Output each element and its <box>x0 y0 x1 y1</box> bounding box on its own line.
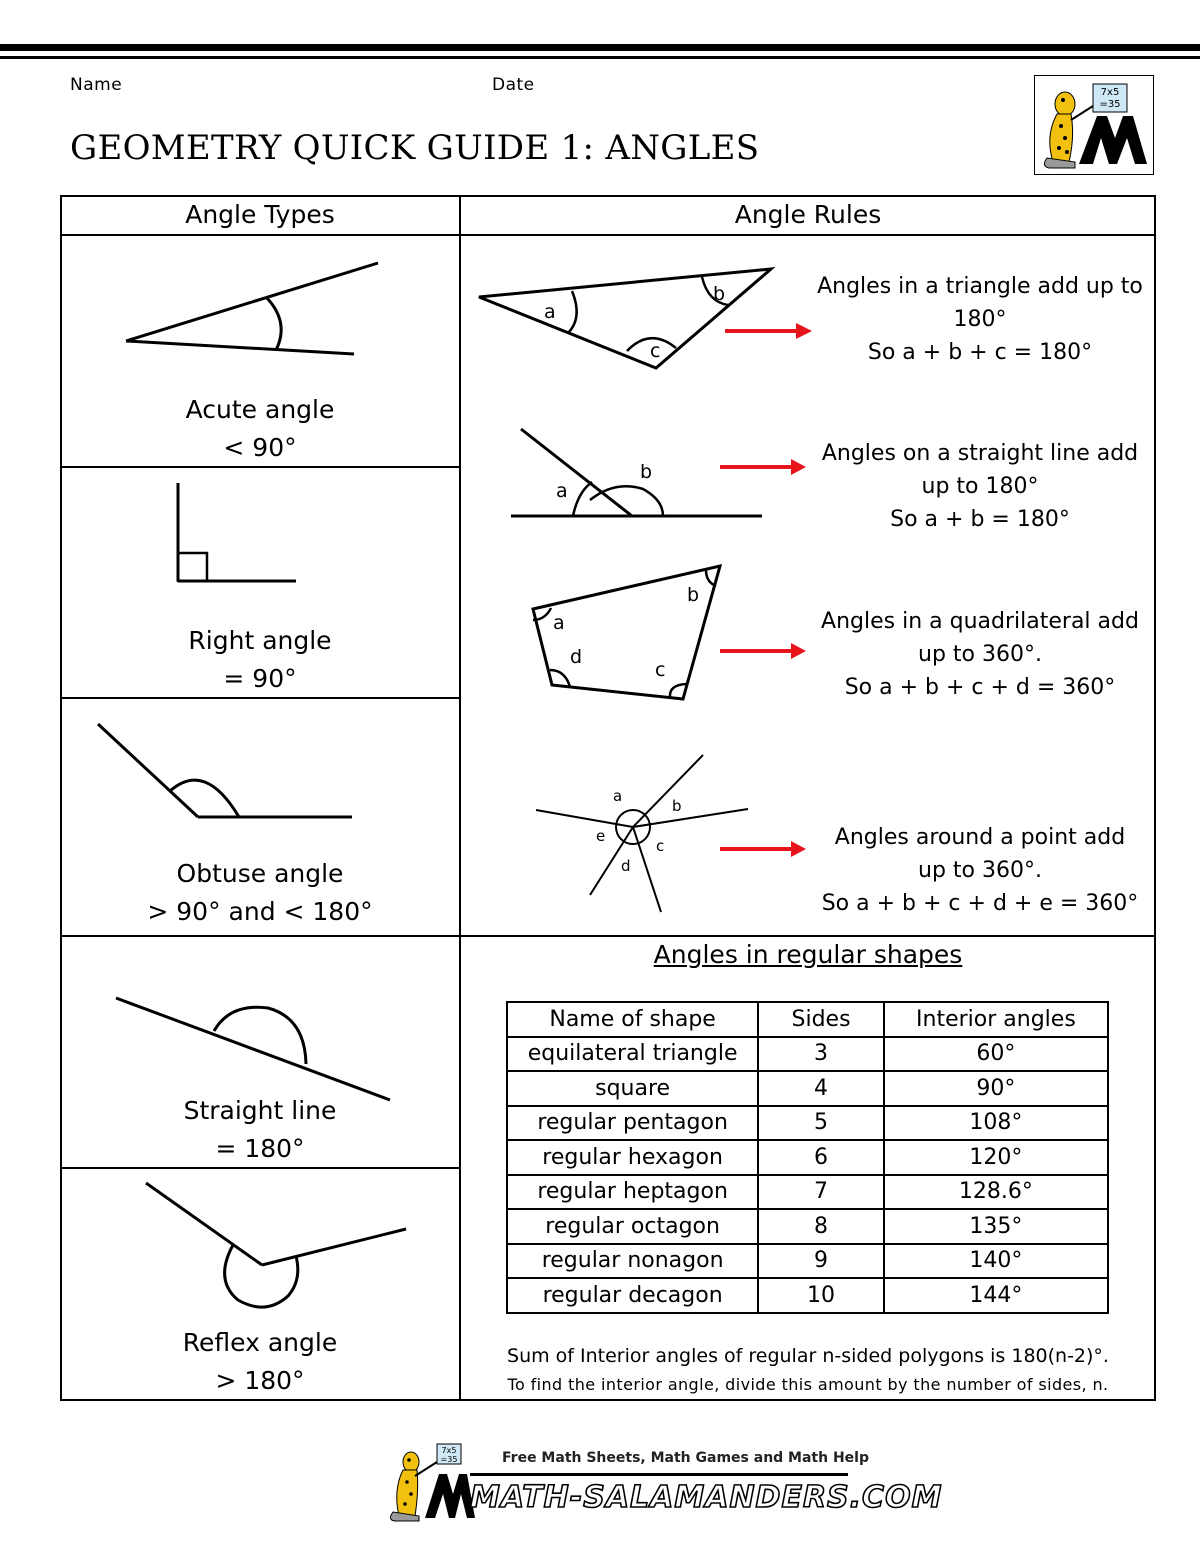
angle-rules-header: Angle Rules <box>734 200 882 229</box>
straight-line-diagram <box>116 998 390 1100</box>
column-header: Sides <box>758 1002 884 1037</box>
straight-line-rule-diagram <box>511 429 762 516</box>
shape-name: regular heptagon <box>507 1175 758 1210</box>
shape-angle: 140° <box>884 1244 1108 1279</box>
right-rule: = 90° <box>223 664 297 693</box>
right-angle-diagram <box>178 483 296 581</box>
footer-tagline: Free Math Sheets, Math Games and Math Help <box>502 1450 870 1466</box>
line-label-b: b <box>640 461 653 483</box>
right-name: Right angle <box>188 626 332 655</box>
acute-rule: < 90° <box>223 433 297 462</box>
pt-label-d: d <box>621 857 631 875</box>
pt-label-c: c <box>656 837 665 855</box>
regular-shapes-title: Angles in regular shapes <box>653 940 963 969</box>
footer-divider <box>470 1473 848 1476</box>
reflex-rule: > 180° <box>215 1366 305 1395</box>
tri-label-b: b <box>713 283 726 305</box>
table-row <box>507 1106 1108 1141</box>
table-row <box>507 1209 1108 1244</box>
footer-brand: MATH-SALAMANDERS.COM <box>470 1480 943 1515</box>
rule-straight-line2: up to 180° <box>921 474 1039 499</box>
shape-sides: 8 <box>758 1209 884 1244</box>
shape-sides: 3 <box>758 1037 884 1072</box>
shape-sides: 9 <box>758 1244 884 1279</box>
shape-angle: 60° <box>884 1037 1108 1072</box>
quad-label-c: c <box>655 659 666 681</box>
around-point-diagram <box>536 755 748 912</box>
shape-name: regular pentagon <box>507 1106 758 1141</box>
tri-label-c: c <box>650 340 661 362</box>
line-label-a: a <box>556 480 568 502</box>
regular-shapes-table <box>506 1001 1109 1314</box>
footer-salamander-logo-icon <box>385 1440 475 1522</box>
shape-angle: 90° <box>884 1071 1108 1106</box>
logo-badge-line2: =35 <box>1099 99 1121 110</box>
straight-rule: = 180° <box>215 1134 305 1163</box>
footer-badge-line1: 7x5 <box>441 1446 457 1455</box>
logo-badge-line1: 7x5 <box>1100 87 1120 98</box>
rule-point-line3: So a + b + c + d + e = 360° <box>821 891 1139 916</box>
divide-note: To find the interior angle, divide this amount by the number of sides, n. <box>507 1375 1109 1394</box>
reflex-name: Reflex angle <box>182 1328 338 1357</box>
shape-sides: 10 <box>758 1278 884 1313</box>
shape-name: regular octagon <box>507 1209 758 1244</box>
table-row <box>507 1244 1108 1279</box>
shape-name: regular nonagon <box>507 1244 758 1279</box>
quad-label-d: d <box>570 646 583 668</box>
table-row <box>507 1037 1108 1072</box>
quad-label-b: b <box>687 584 700 606</box>
shape-name: square <box>507 1071 758 1106</box>
shape-angle: 128.6° <box>884 1175 1108 1210</box>
acute-name: Acute angle <box>185 395 335 424</box>
shape-name: regular decagon <box>507 1278 758 1313</box>
arrow-icons <box>720 323 812 857</box>
quad-label-a: a <box>553 612 565 634</box>
pt-label-a: a <box>613 787 623 805</box>
rule-straight-line1: Angles on a straight line add <box>821 441 1139 466</box>
acute-angle-diagram <box>126 263 378 354</box>
table-header-row <box>507 1002 1108 1037</box>
arrow-right-icon <box>791 841 806 857</box>
rule-quad-line2: up to 360°. <box>918 642 1042 667</box>
rule-straight-line3: So a + b = 180° <box>890 507 1070 532</box>
obtuse-angle-diagram <box>98 724 352 817</box>
rule-point-line2: up to 360°. <box>918 858 1042 883</box>
straight-name: Straight line <box>183 1096 337 1125</box>
arrow-right-icon <box>791 459 806 475</box>
shape-sides: 4 <box>758 1071 884 1106</box>
pt-label-b: b <box>672 797 682 815</box>
shape-angle: 135° <box>884 1209 1108 1244</box>
shape-sides: 6 <box>758 1140 884 1175</box>
sum-interior-note: Sum of Interior angles of regular n-sided polygons is 180(n-2)°. <box>507 1345 1109 1367</box>
shape-angle: 144° <box>884 1278 1108 1313</box>
rule-triangle-line2: 180° <box>953 307 1007 332</box>
shape-angle: 108° <box>884 1106 1108 1141</box>
table-row <box>507 1071 1108 1106</box>
shape-name: regular hexagon <box>507 1140 758 1175</box>
triangle-diagram <box>479 269 771 368</box>
rule-quad-line1: Angles in a quadrilateral add <box>821 609 1139 634</box>
page-title: GEOMETRY QUICK GUIDE 1: ANGLES <box>70 128 760 168</box>
column-header: Interior angles <box>884 1002 1108 1037</box>
rule-point-line1: Angles around a point add <box>834 825 1126 850</box>
shape-sides: 7 <box>758 1175 884 1210</box>
arrow-right-icon <box>796 323 812 339</box>
table-row <box>507 1140 1108 1175</box>
obtuse-rule: > 90° and < 180° <box>147 897 373 926</box>
rule-quad-line3: So a + b + c + d = 360° <box>844 675 1116 700</box>
table-row <box>507 1278 1108 1313</box>
date-label: Date <box>492 75 535 95</box>
tri-label-a: a <box>544 301 556 323</box>
column-header: Name of shape <box>507 1002 758 1037</box>
footer-badge-line2: =35 <box>440 1455 458 1464</box>
name-label: Name <box>70 75 123 95</box>
shape-angle: 120° <box>884 1140 1108 1175</box>
table-row <box>507 1175 1108 1210</box>
arrow-right-icon <box>791 643 806 659</box>
shape-sides: 5 <box>758 1106 884 1141</box>
rule-triangle-line1: Angles in a triangle add up to <box>817 274 1143 299</box>
angle-types-header: Angle Types <box>185 200 335 229</box>
obtuse-name: Obtuse angle <box>176 859 344 888</box>
reflex-angle-diagram <box>146 1183 406 1307</box>
rule-triangle-line3: So a + b + c = 180° <box>867 340 1093 365</box>
pt-label-e: e <box>596 827 606 845</box>
shape-name: equilateral triangle <box>507 1037 758 1072</box>
